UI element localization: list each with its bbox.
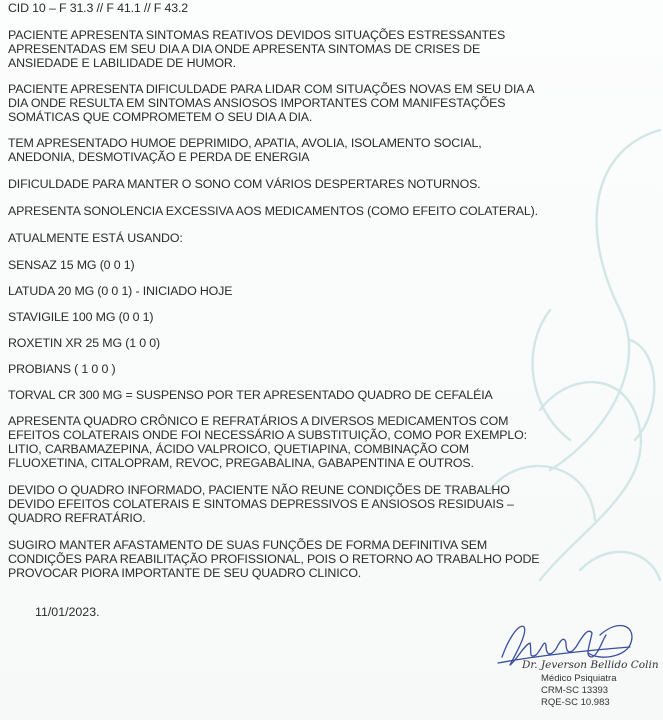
paragraph-line: DIFICULDADE PARA MANTER O SONO COM VÁRIOS DESPERTARES NOTURNOS. xyxy=(8,177,481,191)
paragraph-line: DIA ONDE RESULTA EM SINTOMAS ANSIOSOS IMPORTANTES COM MANIFESTAÇÕES xyxy=(8,96,506,110)
paragraph-line: PACIENTE APRESENTA SINTOMAS REATIVOS DEVIDOS SITUAÇÕES ESTRESSANTES xyxy=(8,28,506,42)
medication-line: TORVAL CR 300 MG = SUSPENSO POR TER APRESENTADO QUADRO DE CEFALÉIA xyxy=(8,388,493,402)
paragraph-line: DEVIDO O QUADRO INFORMADO, PACIENTE NÃO REUNE CONDIÇÕES DE TRABALHO xyxy=(8,483,510,497)
paragraph-line: QUADRO REFRATÁRIO. xyxy=(8,511,146,525)
paragraph-line: EFEITOS COLATERAIS ONDE FOI NECESSÁRIO A SUBSTITUIÇÃO, COMO POR EXEMPLO: xyxy=(8,428,527,442)
paragraph-line: PROVOCAR PIORA IMPORTANTE DE SEU QUADRO CLINICO. xyxy=(8,566,362,580)
signature-crm: CRM-SC 13393 xyxy=(541,685,609,696)
paragraph-line: ATUALMENTE ESTÁ USANDO: xyxy=(8,231,183,245)
signature-rqe: RQE-SC 10.983 xyxy=(541,697,610,708)
document-date: 11/01/2023. xyxy=(35,605,100,619)
paragraph-line: APRESENTADAS EM SEU DIA A DIA ONDE APRESENTA SINTOMAS DE CRISES DE xyxy=(8,42,481,56)
signature-doctor-name: Dr. Jeverson Bellido Colin xyxy=(522,659,659,671)
medication-line: STAVIGILE 100 MG (0 0 1) xyxy=(8,310,154,324)
medication-line: SENSAZ 15 MG (0 0 1) xyxy=(8,258,135,272)
medication-line: LATUDA 20 MG (0 0 1) - INICIADO HOJE xyxy=(8,284,233,298)
paragraph-line: PACIENTE APRESENTA DIFICULDADE PARA LIDAR COM SITUAÇÕES NOVAS EM SEU DIA A xyxy=(8,82,535,96)
paragraph-line: FLUOXETINA, CITALOPRAM, REVOC, PREGABALINA, GABAPENTINA E OUTROS. xyxy=(8,456,474,470)
paragraph-line: TEM APRESENTADO HUMOE DEPRIMIDO, APATIA, AVOLIA, ISOLAMENTO SOCIAL, xyxy=(8,136,482,150)
medication-line: PROBIANS ( 1 0 0 ) xyxy=(8,362,116,376)
paragraph-line: DEVIDO EFEITOS COLATERAIS E SINTOMAS DEPRESSIVOS E ANSIOSOS RESIDUAIS – xyxy=(8,497,514,511)
paragraph-line: SUGIRO MANTER AFASTAMENTO DE SUAS FUNÇÕES DE FORMA DEFINITIVA SEM xyxy=(8,538,488,552)
paragraph-line: ANEDONIA, DESMOTIVAÇÃO E PERDA DE ENERGIA xyxy=(8,150,310,164)
paragraph-line: APRESENTA QUADRO CRÔNICO E REFRATÁRIOS A DIVERSOS MEDICAMENTOS COM xyxy=(8,414,509,428)
signature-role: Médico Psiquiatra xyxy=(541,673,617,684)
paragraph-line: LITIO, CARBAMAZEPINA, ÁCIDO VALPROICO, QUETIAPINA, COMBINAÇÃO COM xyxy=(8,442,469,456)
paragraph-line: SOMÁTICAS QUE COMPROMETEM O SEU DIA A DIA. xyxy=(8,110,313,124)
paragraph-line: APRESENTA SONOLENCIA EXCESSIVA AOS MEDICAMENTOS (COMO EFEITO COLATERAL). xyxy=(8,204,538,218)
paragraph-line: ANSIEDADE E LABILIDADE DE HUMOR. xyxy=(8,56,236,70)
medication-line: ROXETIN XR 25 MG (1 0 0) xyxy=(8,336,161,350)
cid-line: CID 10 – F 31.3 // F 41.1 // F 43.2 xyxy=(8,1,189,15)
paragraph-line: CONDIÇÕES PARA REABILITAÇÃO PROFISSIONAL, POIS O RETORNO AO TRABALHO PODE xyxy=(8,552,540,566)
